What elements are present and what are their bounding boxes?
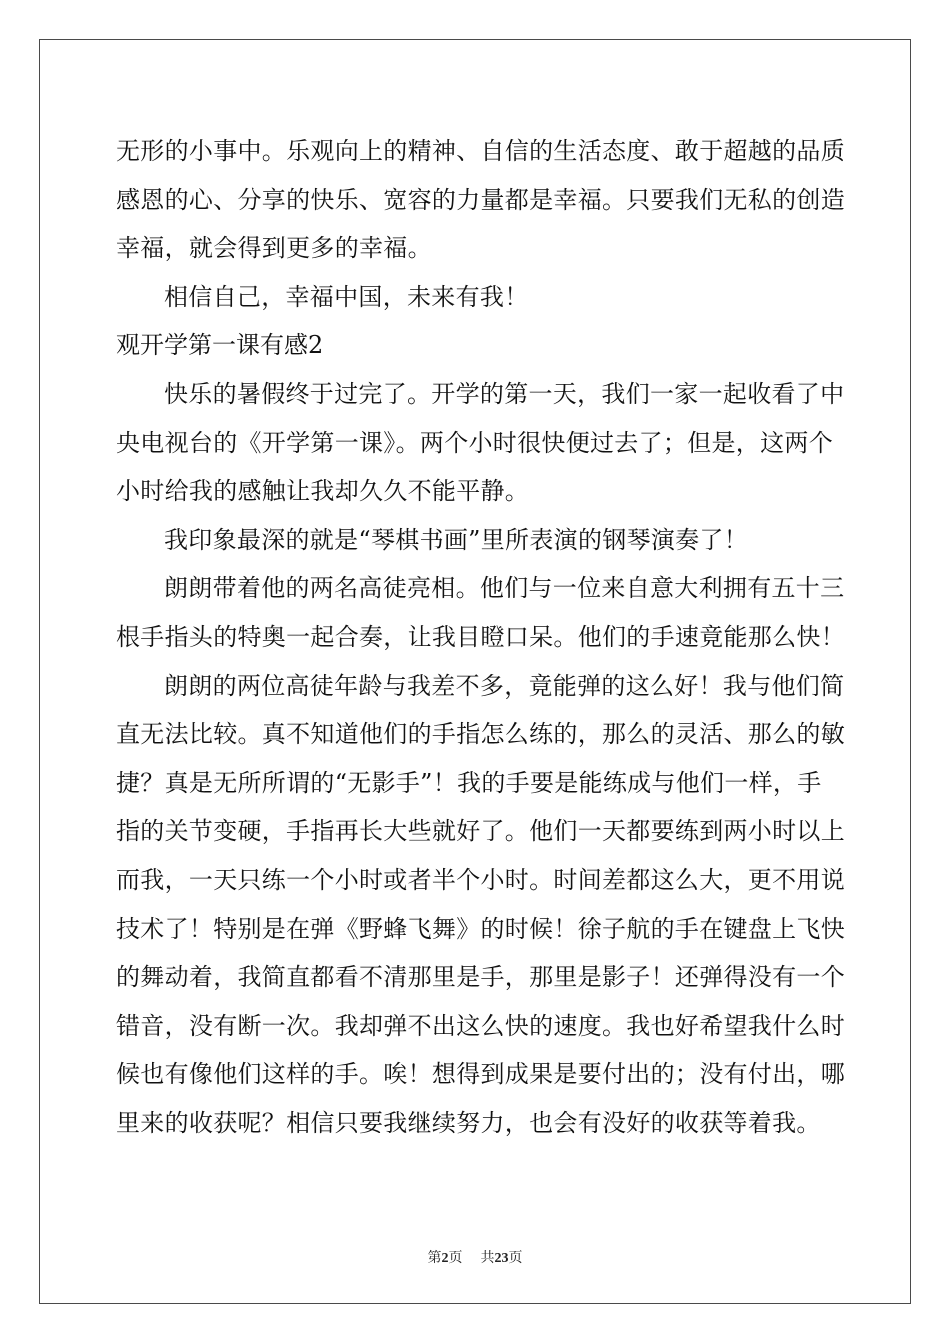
text-line: 候也有像他们这样的手。唉！想得到成果是要付出的；没有付出，哪 (116, 1060, 845, 1089)
text-line: 根手指头的特奥一起合奏，让我目瞪口呆。他们的手速竟能那么快！ (116, 622, 845, 651)
text-line: 错音，没有断一次。我却弹不出这么快的速度。我也好希望我什么时 (116, 1011, 845, 1040)
text-line: 感恩的心、分享的快乐、宽容的力量都是幸福。只要我们无私的创造 (116, 185, 845, 214)
page-footer (0, 1247, 950, 1267)
section-heading: 观开学第一课有感2 (116, 331, 324, 360)
text-line: 快乐的暑假终于过完了。开学的第一天，我们一家一起收看了中 (164, 379, 845, 408)
current-page-number: 2 (441, 1251, 449, 1266)
text-line: 的舞动着，我简直都看不清那里是手，那里是影子！还弹得没有一个 (116, 963, 845, 992)
text-line: 而我，一天只练一个小时或者半个小时。时间差都这么大，更不用说 (116, 865, 845, 894)
page-label-suffix: 页 (448, 1250, 463, 1266)
text-line: 小时给我的感触让我却久久不能平静。 (116, 477, 530, 506)
document-body (116, 127, 845, 1147)
total-pages-number: 23 (494, 1251, 509, 1266)
text-line: 央电视台的《开学第一课》。两个小时很快便过去了；但是，这两个 (116, 428, 833, 457)
page-label-prefix: 第 (427, 1250, 442, 1266)
text-line: 相信自己，幸福中国，未来有我！ (164, 282, 529, 311)
text-line: 里来的收获呢？相信只要我继续努力，也会有没好的收获等着我。 (116, 1108, 821, 1137)
text-line: 指的关节变硬，手指再长大些就好了。他们一天都要练到两小时以上 (116, 817, 845, 846)
text-line: 幸福，就会得到更多的幸福。 (116, 234, 432, 263)
total-label-prefix: 共 (480, 1250, 495, 1266)
text-line: 无形的小事中。乐观向上的精神、自信的生活态度、敢于超越的品质 (116, 137, 845, 165)
text-line: 直无法比较。真不知道他们的手指怎么练的，那么的灵活、那么的敏 (116, 720, 845, 749)
text-line: 捷？真是无所所谓的“无影手”！我的手要是能练成与他们一样，手 (116, 768, 822, 797)
text-line: 朗朗带着他的两名高徒亮相。他们与一位来自意大利拥有五十三 (164, 574, 845, 603)
text-line: 朗朗的两位高徒年龄与我差不多，竟能弹的这么好！我与他们简 (164, 671, 845, 700)
text-line: 我印象最深的就是“琴棋书画”里所表演的钢琴演奏了！ (164, 525, 749, 554)
total-label-suffix: 页 (508, 1250, 523, 1266)
text-line: 技术了！特别是在弹《野蜂飞舞》的时候！徐子航的手在键盘上飞快 (116, 914, 845, 943)
